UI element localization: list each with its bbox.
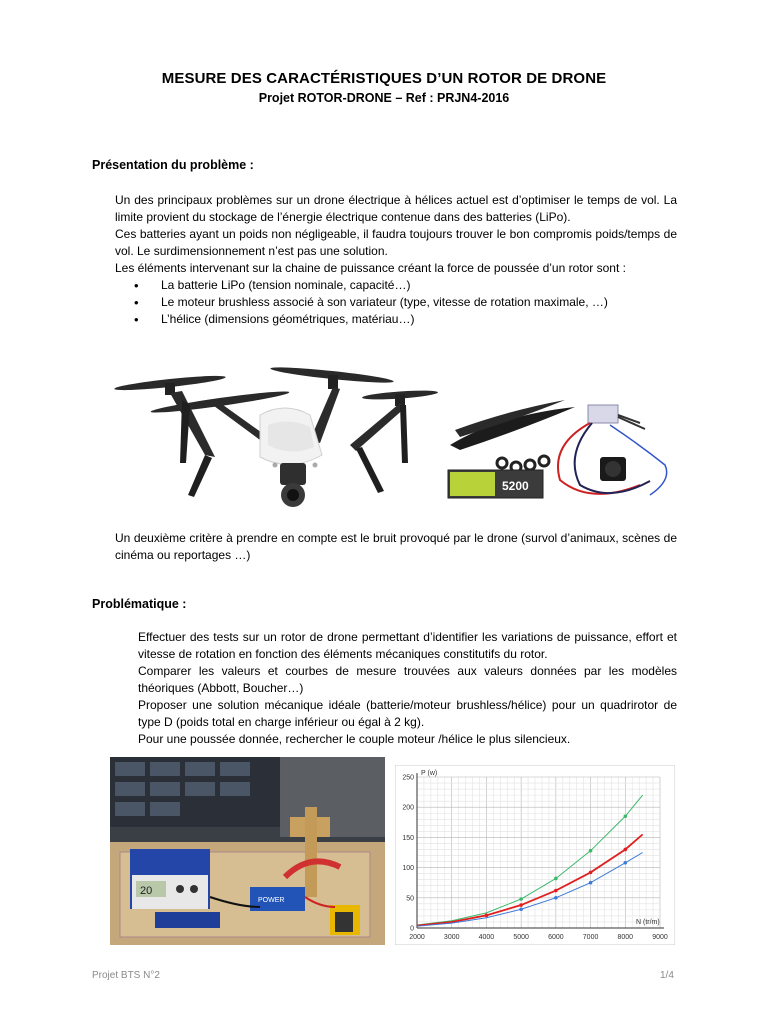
presentation-paragraph-1: Un des principaux problèmes sur un drone électrique à hélices actuel est d’optimiser le temps de vol. La limite provient du stockage de l’énergie électrique contenue dans des batteries (LiPo). [115, 193, 677, 224]
page-number: 1/4 [660, 970, 674, 981]
x-tick-label: 4000 [478, 934, 495, 941]
problematique-paragraph-1: Effectuer des tests sur un rotor de drone permettant d’identifier les variations de puissance, effort et vitesse de rotation en fonction des éléments mécaniques constitutifs du rotor. [138, 630, 677, 661]
data-point [623, 848, 627, 852]
problematique-paragraph-4: Pour une poussée donnée, rechercher le couple moteur /hélice le plus silencieux. [138, 732, 571, 746]
x-tick-label: 6000 [548, 934, 564, 941]
list-item: • L’hélice (dimensions géométriques, matériau…) [115, 311, 677, 328]
noise-criterion-text: Un deuxième critère à prendre en compte est le bruit provoqué par le drone (survol d’animaux, scènes de cinéma ou reportages …) [115, 531, 677, 562]
data-point [554, 877, 558, 881]
presentation-paragraph-2: Ces batteries ayant un poids non négligeable, il faudra toujours trouver le bon compromis poids/temps de vol. Le surdimensionnement n’est pas une solution. [115, 227, 677, 258]
drone-image [110, 345, 440, 520]
data-point [519, 903, 523, 907]
y-tick-label: 100 [402, 865, 414, 873]
rotor-parts-image [440, 385, 685, 510]
scale-reading: 20 [140, 885, 153, 897]
x-tick-label: 9000 [652, 934, 668, 941]
y-tick-label: 250 [402, 774, 414, 782]
y-tick-label: 50 [406, 895, 414, 903]
section-heading-problematique: Problématique : [92, 597, 187, 611]
battery-label: 5200 [502, 479, 529, 493]
y-tick-label: 200 [402, 804, 414, 812]
list-item: • Le moteur brushless associé à son variateur (type, vitesse de rotation maximale, …) [115, 294, 677, 311]
list-item: • La batterie LiPo (tension nominale, capacité…) [115, 277, 677, 294]
data-point [623, 814, 627, 818]
presentation-text [115, 192, 677, 328]
problematique-paragraph-2: Comparer les valeurs et courbes de mesure trouvées aux valeurs données par les modèles théoriques (Abbott, Boucher…) [138, 664, 677, 695]
x-tick-label: 2000 [409, 934, 425, 941]
x-tick-label: 7000 [582, 934, 599, 941]
document-title: MESURE DES CARACTÉRISTIQUES D’UN ROTOR DE DRONE [161, 70, 607, 87]
data-point [554, 896, 558, 900]
presentation-paragraph-3: Les éléments intervenant sur la chaine de puissance créant la force de poussée d’un rotor sont : [115, 261, 626, 275]
test-bench-image [110, 757, 385, 945]
y-axis-label: P (w) [421, 770, 438, 777]
x-tick-label: 5000 [513, 934, 529, 941]
data-point [485, 914, 489, 918]
document-subtitle: Projet ROTOR-DRONE – Ref : PRJN4-2016 [258, 91, 510, 105]
problematique-text [138, 629, 677, 748]
y-tick-label: 150 [402, 834, 414, 842]
problematique-paragraph-3: Proposer une solution mécanique idéale (batterie/moteur brushless/hélice) pour un quadrirotor de type D (poids total en charge inférieur ou égal à 2 kg). [138, 698, 677, 729]
meter-label: POWER [258, 897, 285, 904]
data-point [589, 871, 593, 875]
x-tick-label: 3000 [443, 934, 460, 941]
x-tick-label: 8000 [617, 934, 634, 941]
section-heading-presentation: Présentation du problème : [92, 158, 254, 172]
component-list [115, 277, 677, 328]
y-tick-label: 0 [410, 925, 414, 933]
data-point [519, 907, 523, 911]
data-point [519, 897, 523, 901]
data-point [554, 889, 558, 893]
chart-svg [395, 765, 675, 945]
data-point [589, 849, 593, 853]
footer-left: Projet BTS N°2 [92, 970, 160, 981]
data-point [589, 881, 593, 885]
data-point [623, 861, 627, 865]
power-speed-chart [395, 765, 675, 945]
x-axis-label: N (tr/m) [636, 919, 660, 926]
